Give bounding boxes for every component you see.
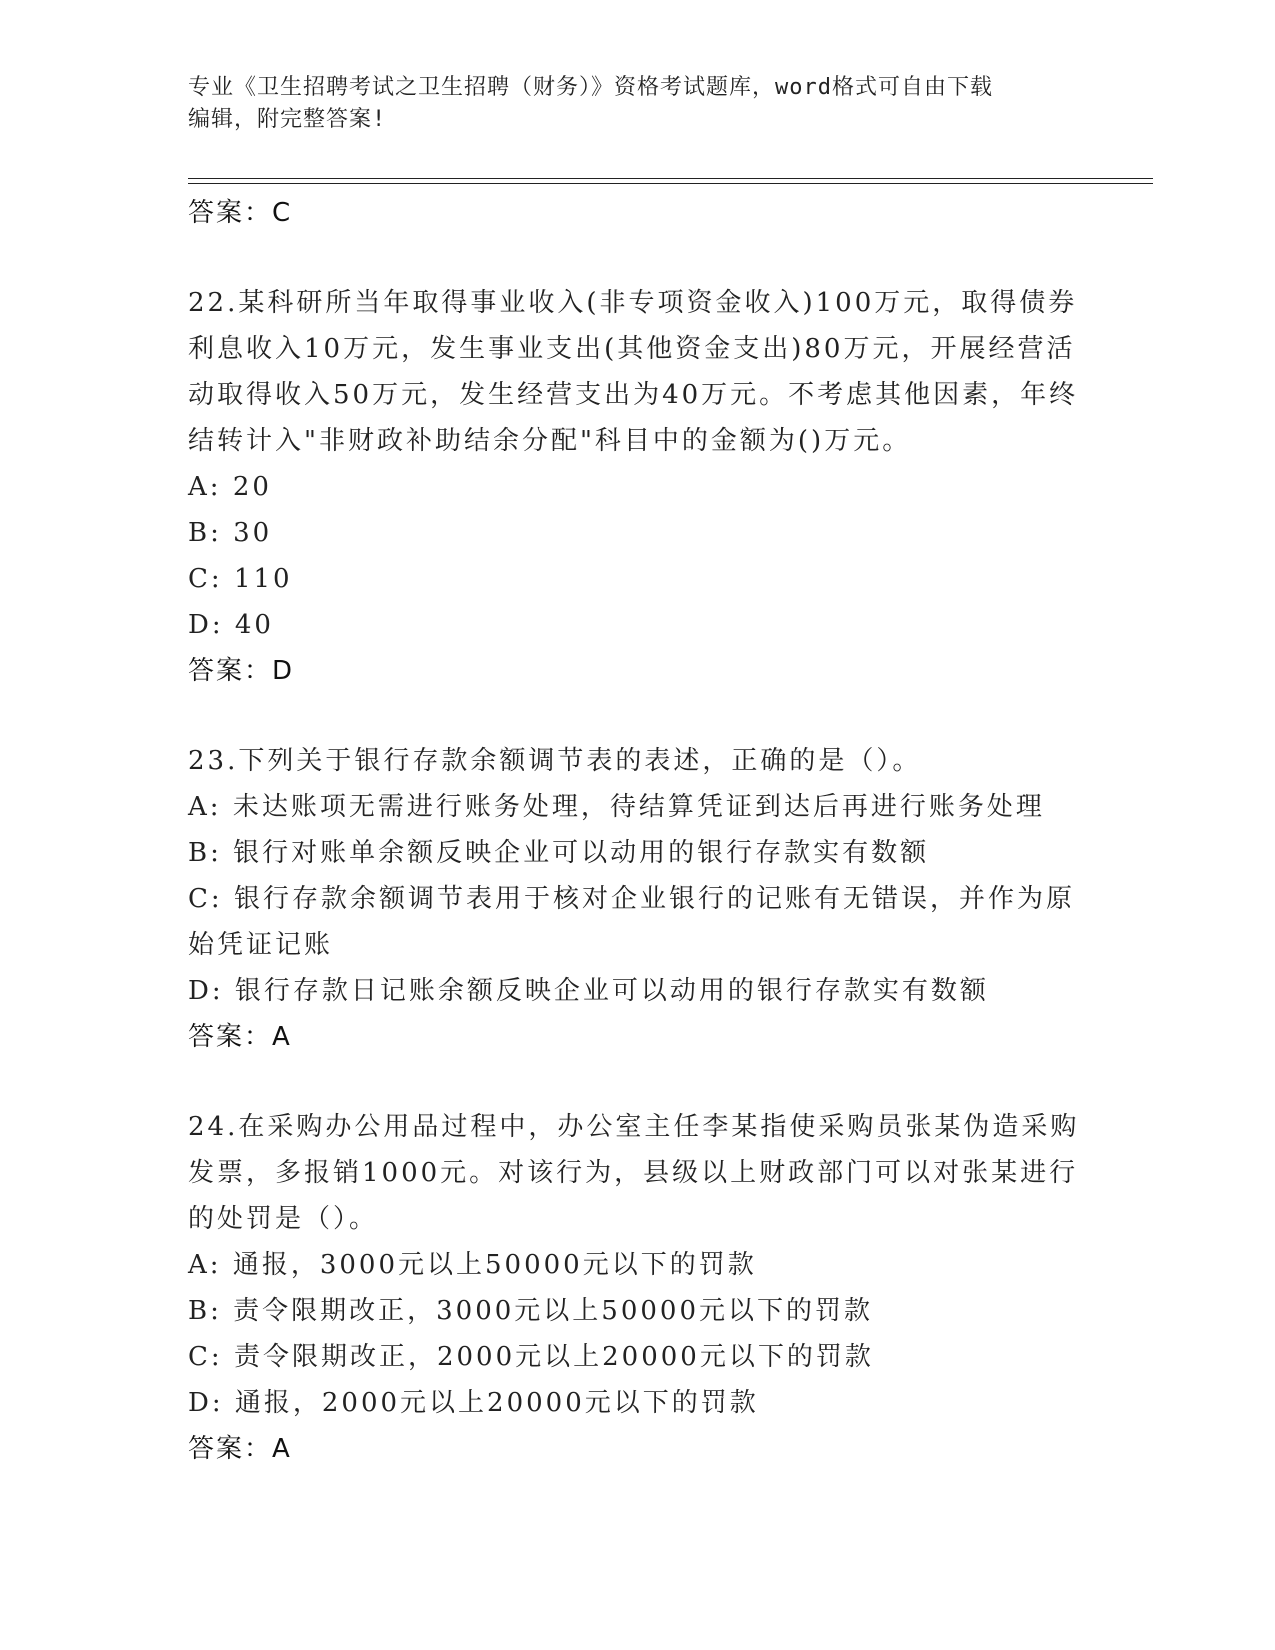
option-text: 责令限期改正，3000元以上50000元以下的罚款 xyxy=(233,1296,874,1326)
option-text: 银行存款日记账余额反映企业可以动用的银行存款实有数额 xyxy=(234,976,989,1006)
question-23 xyxy=(188,738,1088,1060)
question-stem: 24.在采购办公用品过程中，办公室主任李某指使采购员张某伪造采购发票，多报销1000元。对该行为，县级以上财政部门可以对张某进行的处罚是（）。 xyxy=(188,1112,1080,1234)
document-header xyxy=(188,72,1088,136)
option-text: 40 xyxy=(234,610,274,640)
header-line-2: 编辑，附完整答案! xyxy=(188,107,387,132)
option-d: D: 40 xyxy=(188,610,274,640)
question-22 xyxy=(188,280,1088,694)
question-stem: 22.某科研所当年取得事业收入(非专项资金收入)100万元，取得债券利息收入10万元，发生事业支出(其他资金支出)80万元，开展经营活动取得收入50万元，发生经营支出为40万元。不考虑其他因素，年终结转计入"非财政补助结余分配"科目中的金额为()万元。 xyxy=(188,288,1079,456)
option-text: 银行存款余额调节表用于核对企业银行的记账有无错误，并作为原始凭证记账 xyxy=(188,884,1075,960)
answer-23: 答案：A xyxy=(188,1022,292,1052)
option-c: C: 110 xyxy=(188,564,293,594)
option-d: D: 银行存款日记账余额反映企业可以动用的银行存款实有数额 xyxy=(188,976,989,1006)
question-stem: 23.下列关于银行存款余额调节表的表述，正确的是（）。 xyxy=(188,746,922,776)
option-text: 责令限期改正，2000元以上20000元以下的罚款 xyxy=(233,1342,874,1372)
answer-24: 答案：A xyxy=(188,1434,292,1464)
option-c: C: 责令限期改正，2000元以上20000元以下的罚款 xyxy=(188,1342,874,1372)
header-divider-bottom xyxy=(188,183,1153,184)
option-b: B: 30 xyxy=(188,518,273,548)
question-24 xyxy=(188,1104,1088,1472)
answer-previous: 答案：C xyxy=(188,198,293,228)
option-text: 通报，2000元以上20000元以下的罚款 xyxy=(234,1388,759,1418)
option-c: C: 银行存款余额调节表用于核对企业银行的记账有无错误，并作为原始凭证记账 xyxy=(188,884,1075,960)
document-body xyxy=(188,190,1088,1472)
option-a: A: 20 xyxy=(188,472,272,502)
option-a: A: 未达账项无需进行账务处理，待结算凭证到达后再进行账务处理 xyxy=(188,792,1045,822)
option-text: 未达账项无需进行账务处理，待结算凭证到达后再进行账务处理 xyxy=(232,792,1045,822)
option-a: A: 通报，3000元以上50000元以下的罚款 xyxy=(188,1250,757,1280)
option-text: 银行对账单余额反映企业可以动用的银行存款实有数额 xyxy=(233,838,930,868)
option-b: B: 责令限期改正，3000元以上50000元以下的罚款 xyxy=(188,1296,874,1326)
header-line-1: 专业《卫生招聘考试之卫生招聘（财务）》资格考试题库，word格式可自由下载 xyxy=(188,75,993,100)
option-text: 30 xyxy=(233,518,273,548)
option-b: B: 银行对账单余额反映企业可以动用的银行存款实有数额 xyxy=(188,838,930,868)
answer-22: 答案：D xyxy=(188,656,295,686)
option-text: 20 xyxy=(232,472,272,502)
header-divider-top xyxy=(188,178,1153,179)
option-d: D: 通报，2000元以上20000元以下的罚款 xyxy=(188,1388,759,1418)
option-text: 110 xyxy=(233,564,293,594)
option-text: 通报，3000元以上50000元以下的罚款 xyxy=(232,1250,757,1280)
